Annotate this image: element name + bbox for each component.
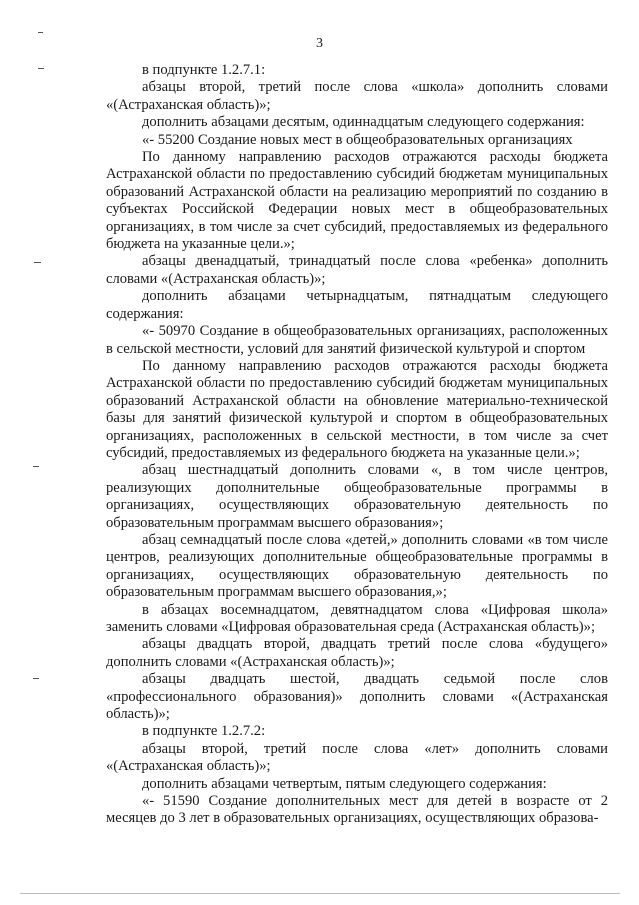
paragraph: «- 55200 Создание новых мест в общеобразовательных организациях	[142, 131, 573, 148]
margin-mark	[34, 262, 41, 263]
scan-edge-line	[20, 893, 620, 894]
margin-mark	[33, 678, 39, 679]
paragraph: в подпункте 1.2.7.1:	[142, 62, 266, 78]
paragraph: абзацы второй, третий после слова «школа» дополнить словами «(Астраханская область)»;	[106, 79, 608, 113]
paragraph: в абзацах восемнадцатом, девятнадцатом слова «Цифровая школа» заменить словами «Цифровая образовательная среда (Астраханская область)»;	[106, 601, 608, 635]
paragraph: «- 51590 Создание дополнительных мест для детей в возрасте от 2 месяцев до 3 лет в образовательных организациях, осуществляющих образова-	[106, 793, 608, 827]
paragraph: «- 50970 Создание в общеобразовательных организациях, расположенных в сельской местности, условий для занятий физической культурой и спортом	[106, 323, 608, 357]
paragraph: По данному направлению расходов отражаются расходы бюджета Астраханской области по предоставлению субсидий бюджетам муниципальных образований Астраханской области на реализацию мероприятий по созданию в субъектах Российской Федерации новых мест в общеобразовательных организациях, в том числе за счет субсидий, предоставляемых из федерального бюджета на указанные цели.»;	[106, 149, 608, 253]
paragraph: абзацы двенадцатый, тринадцатый после слова «ребенка» дополнить словами «(Астраханская область)»;	[106, 253, 608, 287]
document-body	[106, 62, 608, 828]
paragraph: абзацы двадцать второй, двадцать третий после слова «будущего» дополнить словами «(Астраханская область)»;	[106, 636, 608, 670]
paragraph: абзацы двадцать шестой, двадцать седьмой после слов «профессионального образования)» дополнить словами «(Астраханская область)»;	[106, 671, 608, 723]
paragraph: дополнить абзацами четырнадцатым, пятнадцатым следующего содержания:	[106, 288, 608, 322]
paragraph: дополнить абзацами четвертым, пятым следующего содержания:	[142, 775, 547, 792]
margin-mark	[38, 32, 43, 33]
margin-mark	[38, 68, 44, 69]
margin-mark	[33, 466, 39, 467]
paragraph: абзац шестнадцатый дополнить словами «, в том числе центров, реализующих дополнительные общеобразовательные программы в организациях, осуществляющих образовательную деятельность по образовательным программам высшего образования»;	[106, 462, 608, 531]
page-number: 3	[316, 36, 323, 51]
paragraph: абзац семнадцатый после слова «детей,» дополнить словами «в том числе центров, реализующих дополнительные общеобразовательные программы в организациях, осуществляющих образовательную деятельность по образовательным программам высшего образования,»;	[106, 531, 608, 601]
paragraph: дополнить абзацами десятым, одиннадцатым следующего содержания:	[142, 114, 585, 131]
paragraph: в подпункте 1.2.7.2:	[142, 723, 266, 740]
paragraph: По данному направлению расходов отражаются расходы бюджета Астраханской области по предоставлению субсидий бюджетам муниципальных образований Астраханской области на обновление материально-технической базы для занятий физической культурой и спортом в общеобразовательных организациях, расположенных в сельской местности, в том числе за счет субсидий, предоставляемых из федерального бюджета на указанные цели.»;	[106, 357, 608, 461]
paragraph: абзацы второй, третий после слова «лет» дополнить словами «(Астраханская область)»;	[106, 740, 608, 775]
